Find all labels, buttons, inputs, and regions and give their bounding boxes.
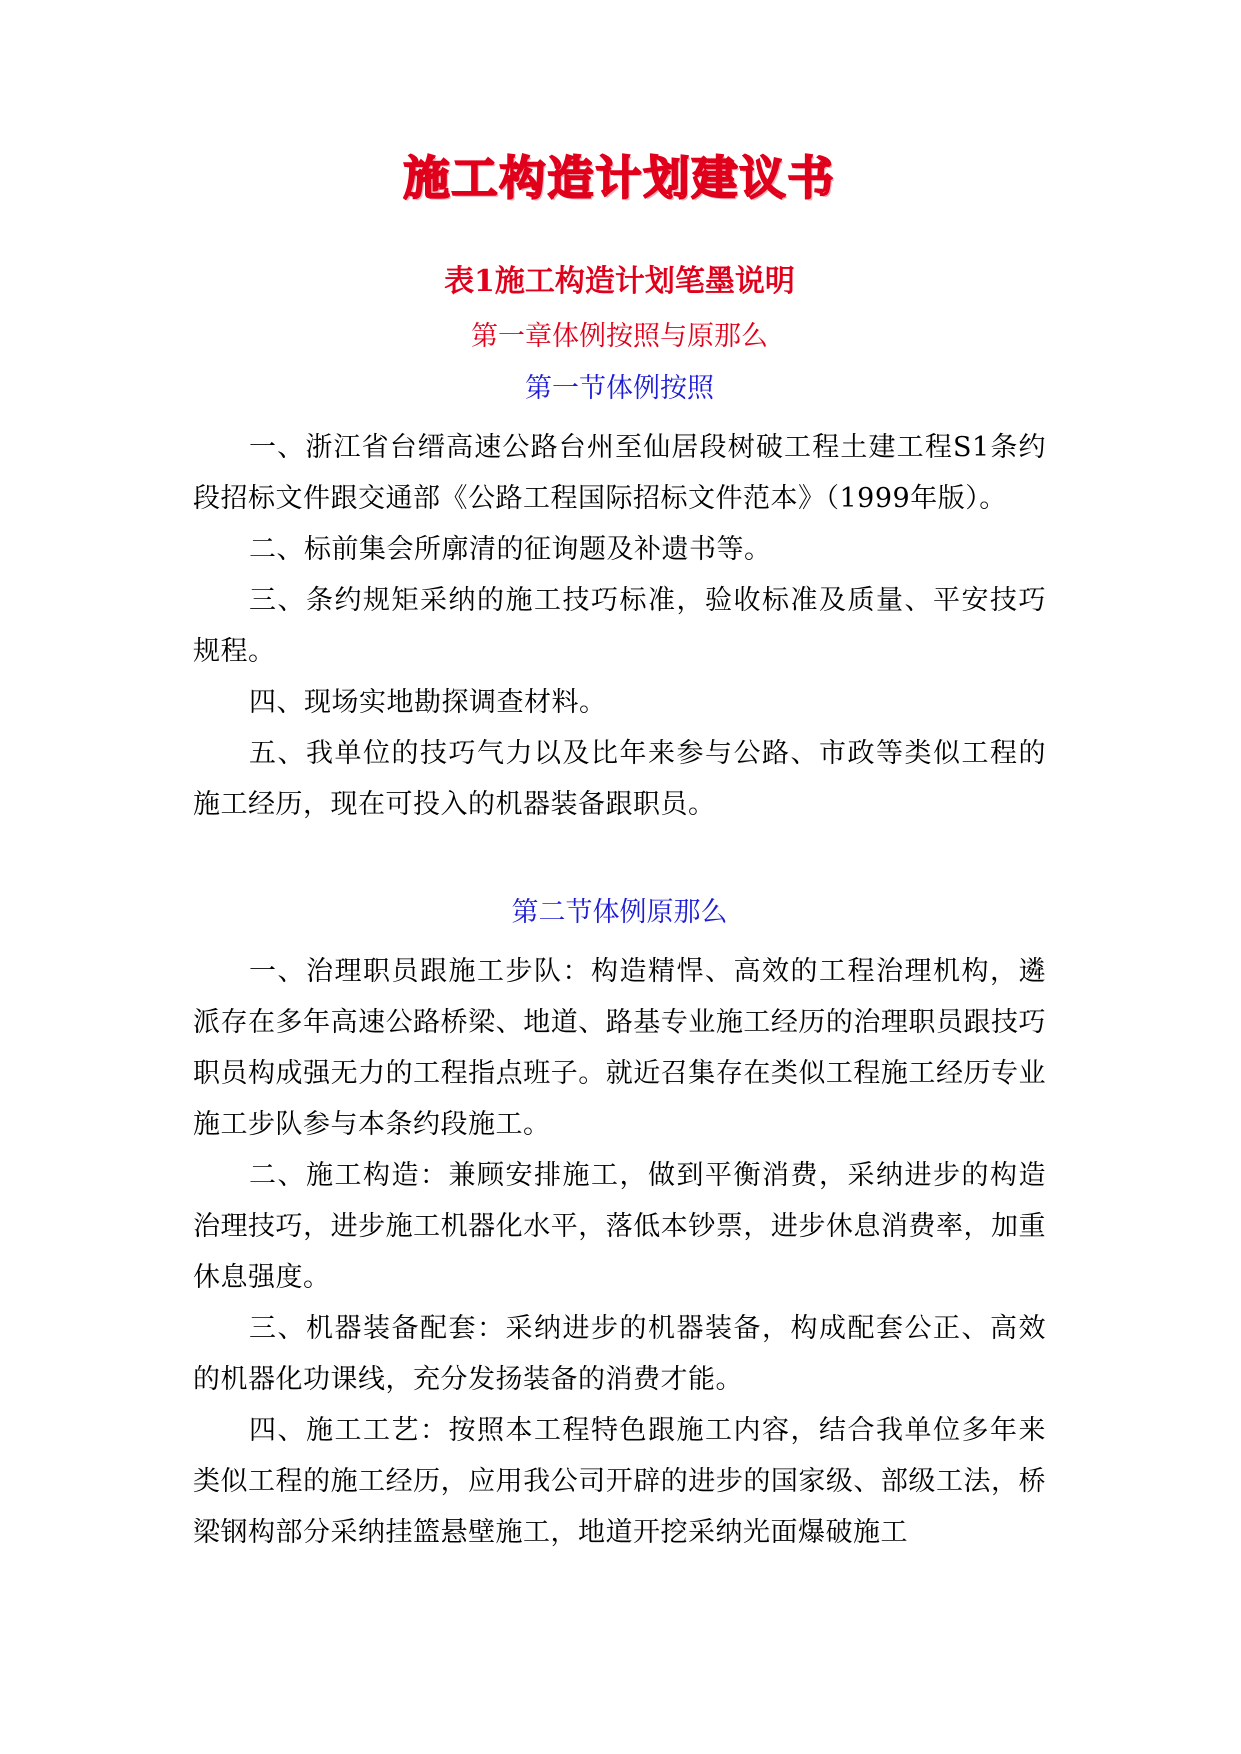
paragraph: 二、标前集会所廓清的征询题及补遗书等。 bbox=[249, 534, 772, 565]
paragraph: 三、机器装备配套：采纳进步的机器装备，构成配套公正、高效的机器化功课线，充分发扬装备的消费才能。 bbox=[193, 1313, 1046, 1395]
section-2-body bbox=[193, 946, 1046, 1558]
chapter-heading: 第一章体例按照与原那么 bbox=[471, 321, 768, 352]
document-title: 施工构造计划建议书 bbox=[403, 151, 836, 205]
paragraph: 三、条约规矩采纳的施工技巧标准，验收标准及质量、平安技巧规程。 bbox=[193, 585, 1046, 667]
paragraph: 一、治理职员跟施工步队：构造精悍、高效的工程治理机构，遴派存在多年高速公路桥梁、地道、路基专业施工经历的治理职员跟技巧职员构成强无力的工程指点班子。就近召集存在类似工程施工经历专业施工步队参与本条约段施工。 bbox=[193, 956, 1046, 1140]
paragraph: 二、施工构造：兼顾安排施工，做到平衡消费，采纳进步的构造治理技巧，进步施工机器化水平，落低本钞票，进步休息消费率，加重休息强度。 bbox=[193, 1160, 1046, 1293]
paragraph: 四、现场实地勘探调查材料。 bbox=[249, 687, 607, 718]
section-heading-2: 第二节体例原那么 bbox=[511, 897, 728, 928]
paragraph: 一、浙江省台缙高速公路台州至仙居段树破工程土建工程S1条约段招标文件跟交通部《公路工程国际招标文件范本》（1999年版）。 bbox=[193, 432, 1046, 514]
section-1-body bbox=[193, 422, 1046, 830]
section-heading-1: 第一节体例按照 bbox=[525, 373, 714, 404]
table-title: 表1施工构造计划笔墨说明 bbox=[444, 264, 795, 299]
paragraph: 四、施工工艺：按照本工程特色跟施工内容，结合我单位多年来类似工程的施工经历，应用我公司开辟的进步的国家级、部级工法，桥梁钢构部分采纳挂篮悬壁施工，地道开挖采纳光面爆破施工 bbox=[193, 1415, 1046, 1548]
paragraph: 五、我单位的技巧气力以及比年来参与公路、市政等类似工程的施工经历，现在可投入的机器装备跟职员。 bbox=[193, 738, 1046, 820]
